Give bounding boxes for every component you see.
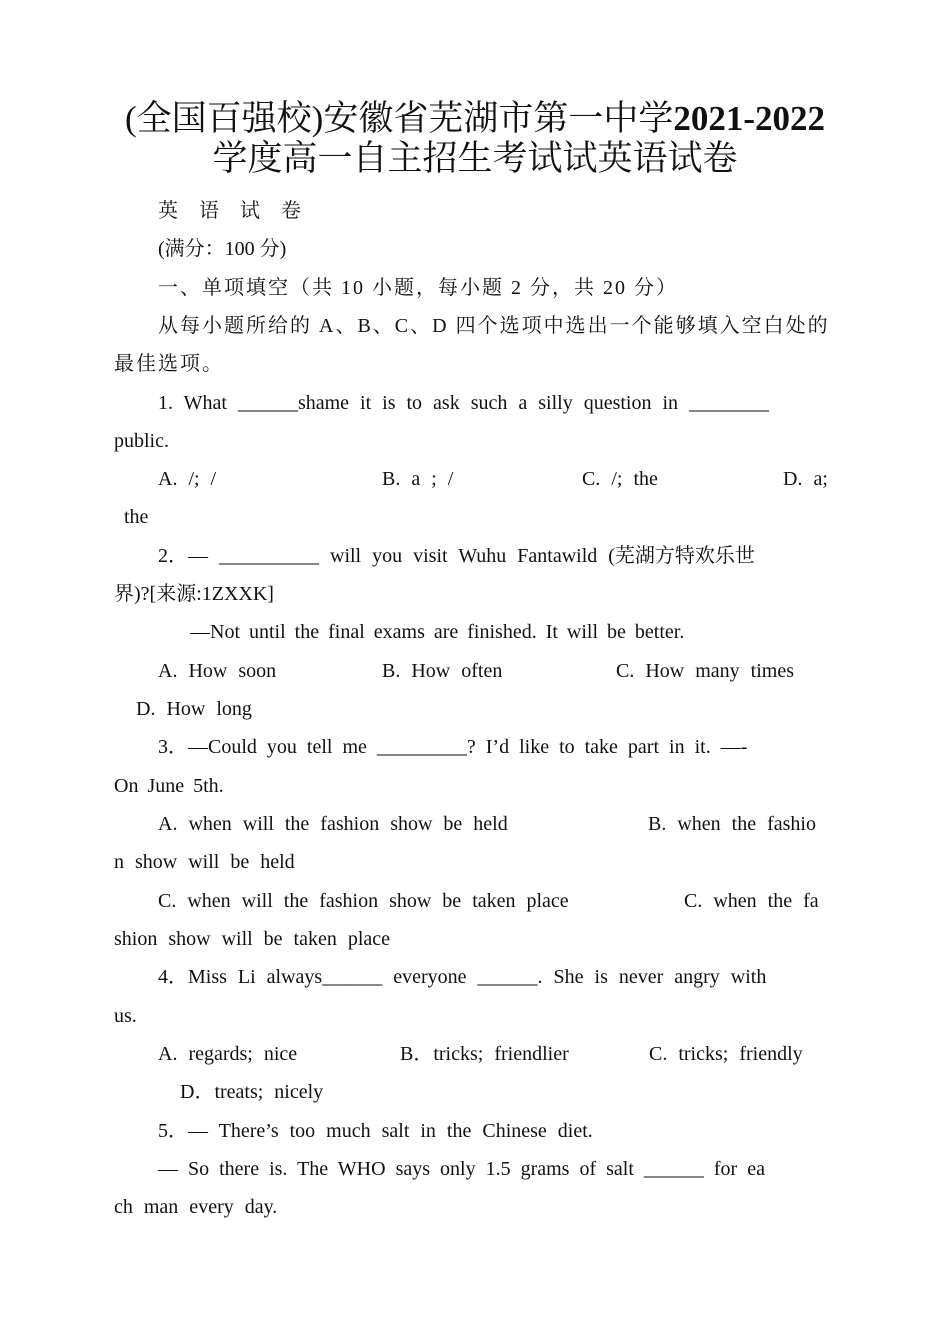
q4-stem-line-2: us. bbox=[114, 1005, 137, 1027]
q3-option-d-wrap: shion show will be taken place bbox=[114, 928, 391, 950]
q1-option-c: C. /; the bbox=[582, 468, 658, 490]
q1-stem-line-1: 1. What ______shame it is to ask such a silly question in ________ bbox=[158, 392, 770, 414]
document-title-line-1 bbox=[0, 98, 950, 140]
q2-answer-line: —Not until the final exams are finished. It will be better. bbox=[190, 621, 685, 643]
title-prefix: (全国百强校)安徽省芜湖市第一中学 bbox=[125, 99, 674, 138]
q5-stem-line-3: ch man every day. bbox=[114, 1196, 278, 1218]
q3-option-b-wrap: n show will be held bbox=[114, 851, 295, 873]
q1-option-d: D. a; bbox=[783, 468, 828, 490]
q2-option-d: D. How long bbox=[136, 698, 252, 720]
q2-option-b: B. How often bbox=[382, 660, 503, 682]
q2-stem-line-2: 界)?[来源:1ZXXK] bbox=[114, 583, 274, 605]
q1-option-a: A. /; / bbox=[158, 468, 217, 490]
q2-option-a: A. How soon bbox=[158, 660, 277, 682]
q3-option-d: C. when the fa bbox=[684, 890, 819, 912]
q5-stem-line-1: 5．— There’s too much salt in the Chinese diet. bbox=[158, 1120, 593, 1142]
instruction-line-2: 最佳选项。 bbox=[114, 353, 224, 375]
q4-option-a: A. regards; nice bbox=[158, 1043, 298, 1065]
q3-stem-line-2: On June 5th. bbox=[114, 775, 224, 797]
q4-option-c: C. tricks; friendly bbox=[649, 1043, 803, 1065]
q4-stem-line-1: 4．Miss Li always______ everyone ______. She is never angry with bbox=[158, 966, 767, 988]
q2-option-c: C. How many times bbox=[616, 660, 794, 682]
q3-stem-line-1: 3．—Could you tell me _________? I’d like to take part in it. —- bbox=[158, 736, 748, 758]
q5-stem-line-2: — So there is. The WHO says only 1.5 grams of salt ______ for ea bbox=[158, 1158, 765, 1180]
full-score: (满分：100 分) bbox=[158, 238, 287, 260]
q1-stem-line-2: public. bbox=[114, 430, 169, 452]
title-year: 2021-2022 bbox=[673, 99, 825, 138]
q2-stem-line-1: 2．— __________ will you visit Wuhu Fantawild (芜湖方特欢乐世 bbox=[158, 545, 755, 567]
document-title-line-2: 学度高一自主招生考试试英语试卷 bbox=[212, 139, 738, 178]
q4-option-b: B．tricks; friendlier bbox=[400, 1043, 569, 1065]
subject-heading: 英 语 试 卷 bbox=[158, 200, 309, 222]
q3-option-a: A. when will the fashion show be held bbox=[158, 813, 508, 835]
q1-option-d-wrap: the bbox=[124, 506, 149, 528]
section-heading: 一、单项填空（共 10 小题，每小题 2 分，共 20 分） bbox=[158, 277, 678, 299]
q3-option-b: B. when the fashio bbox=[648, 813, 816, 835]
instruction-line-1: 从每小题所给的 A、B、C、D 四个选项中选出一个能够填入空白处的 bbox=[158, 315, 830, 337]
q4-option-d: D．treats; nicely bbox=[180, 1081, 324, 1103]
q1-option-b: B. a ; / bbox=[382, 468, 454, 490]
q3-option-c: C. when will the fashion show be taken place bbox=[158, 890, 569, 912]
